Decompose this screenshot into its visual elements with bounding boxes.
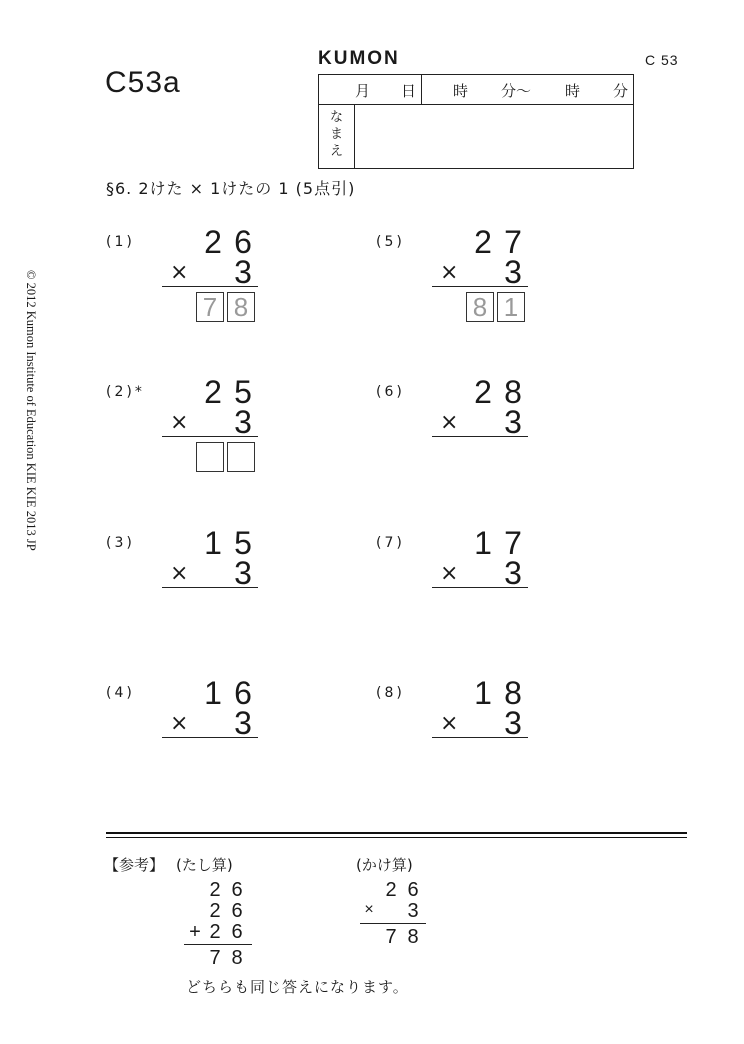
day-label: 日 (401, 82, 417, 100)
top-digit: 8 (504, 675, 522, 711)
result-digit: 8 (407, 926, 419, 948)
times-sign: × (440, 410, 459, 435)
problem-number: (5) (376, 234, 405, 250)
top-digit: 6 (407, 879, 419, 901)
addend-digit: 2 (209, 921, 221, 943)
times-sign: × (440, 711, 459, 736)
top-digit: 8 (504, 374, 522, 410)
section-divider (106, 832, 687, 834)
top-digit: 6 (234, 224, 252, 260)
reference-label: 【参考】 (104, 856, 165, 874)
multiplier-digit: 3 (504, 705, 522, 741)
answer-box[interactable]: 8 (227, 292, 255, 322)
sum-line (162, 286, 258, 287)
top-digit: 2 (204, 374, 222, 410)
answer-box[interactable]: 8 (466, 292, 494, 322)
section-divider-thin (106, 837, 687, 838)
multiplier-digit: 3 (234, 705, 252, 741)
name-label: な ま え (319, 105, 355, 168)
problem-number: (4) (106, 685, 135, 701)
multiplication-title: (かけ算) (356, 856, 413, 874)
top-digit: 7 (504, 525, 522, 561)
top-digit: 7 (504, 224, 522, 260)
addend-digit: 2 (209, 879, 221, 901)
sum-line (184, 944, 252, 945)
sheet-code: C53a (105, 66, 181, 99)
addend-digit: 2 (209, 900, 221, 922)
reference-note: どちらも同じ答えになります。 (186, 978, 409, 996)
sum-line (162, 737, 258, 738)
sum-line (432, 436, 528, 437)
answer-box[interactable] (227, 442, 255, 472)
copyright: © 2012 Kumon Institute of Education KIE KIE 2013 JP (24, 270, 38, 551)
sum-line (162, 436, 258, 437)
sum-line (432, 286, 528, 287)
addend-digit: 6 (231, 921, 243, 943)
top-digit: 2 (474, 224, 492, 260)
top-digit: 1 (204, 525, 222, 561)
top-digit: 2 (474, 374, 492, 410)
top-digit: 2 (204, 224, 222, 260)
hour-label: 時 (453, 82, 469, 100)
month-label: 月 (355, 82, 371, 100)
answer-box[interactable] (196, 442, 224, 472)
top-digit: 1 (474, 525, 492, 561)
top-digit: 5 (234, 374, 252, 410)
brand-logo: KUMON (318, 48, 400, 69)
top-digit: 5 (234, 525, 252, 561)
date-name-box (318, 74, 634, 169)
sum-line (432, 587, 528, 588)
corner-code: C 53 (645, 52, 679, 68)
name-field[interactable] (355, 105, 633, 168)
multiplier-digit: 3 (234, 555, 252, 591)
times-sign: × (440, 561, 459, 586)
problem-number: (3) (106, 535, 135, 551)
multiplier-digit: 3 (504, 404, 522, 440)
addend-digit: 6 (231, 900, 243, 922)
multiplier-digit: 3 (407, 900, 419, 922)
times-sign: × (170, 260, 189, 285)
multiplier-digit: 3 (504, 254, 522, 290)
addend-digit: 6 (231, 879, 243, 901)
top-digit: 6 (234, 675, 252, 711)
multiplier-digit: 3 (234, 404, 252, 440)
answer-box[interactable]: 7 (196, 292, 224, 322)
times-sign: × (364, 901, 374, 918)
top-digit: 1 (474, 675, 492, 711)
times-sign: × (170, 561, 189, 586)
result-digit: 7 (209, 947, 221, 969)
multiplier-digit: 3 (234, 254, 252, 290)
problem-number: (8) (376, 685, 405, 701)
sum-line (432, 737, 528, 738)
minute-end-label: 分 (613, 82, 629, 100)
top-digit: 1 (204, 675, 222, 711)
result-digit: 8 (231, 947, 243, 969)
times-sign: × (440, 260, 459, 285)
section-title: §6. 2けた × 1けたの 1 (5点引) (106, 179, 356, 198)
sum-line (360, 923, 426, 924)
minute-start-label: 分〜 (501, 82, 532, 100)
problem-number: (2)* (106, 384, 145, 400)
top-digit: 2 (385, 879, 397, 901)
addition-title: (たし算) (176, 856, 233, 874)
date-time-row (319, 75, 633, 105)
date-time-divider (421, 75, 422, 105)
sum-line (162, 587, 258, 588)
multiplier-digit: 3 (504, 555, 522, 591)
hour2-label: 時 (565, 82, 581, 100)
answer-box[interactable]: 1 (497, 292, 525, 322)
result-digit: 7 (385, 926, 397, 948)
problem-number: (6) (376, 384, 405, 400)
times-sign: × (170, 410, 189, 435)
times-sign: × (170, 711, 189, 736)
plus-sign: + (189, 921, 201, 943)
problem-number: (1) (106, 234, 135, 250)
problem-number: (7) (376, 535, 405, 551)
